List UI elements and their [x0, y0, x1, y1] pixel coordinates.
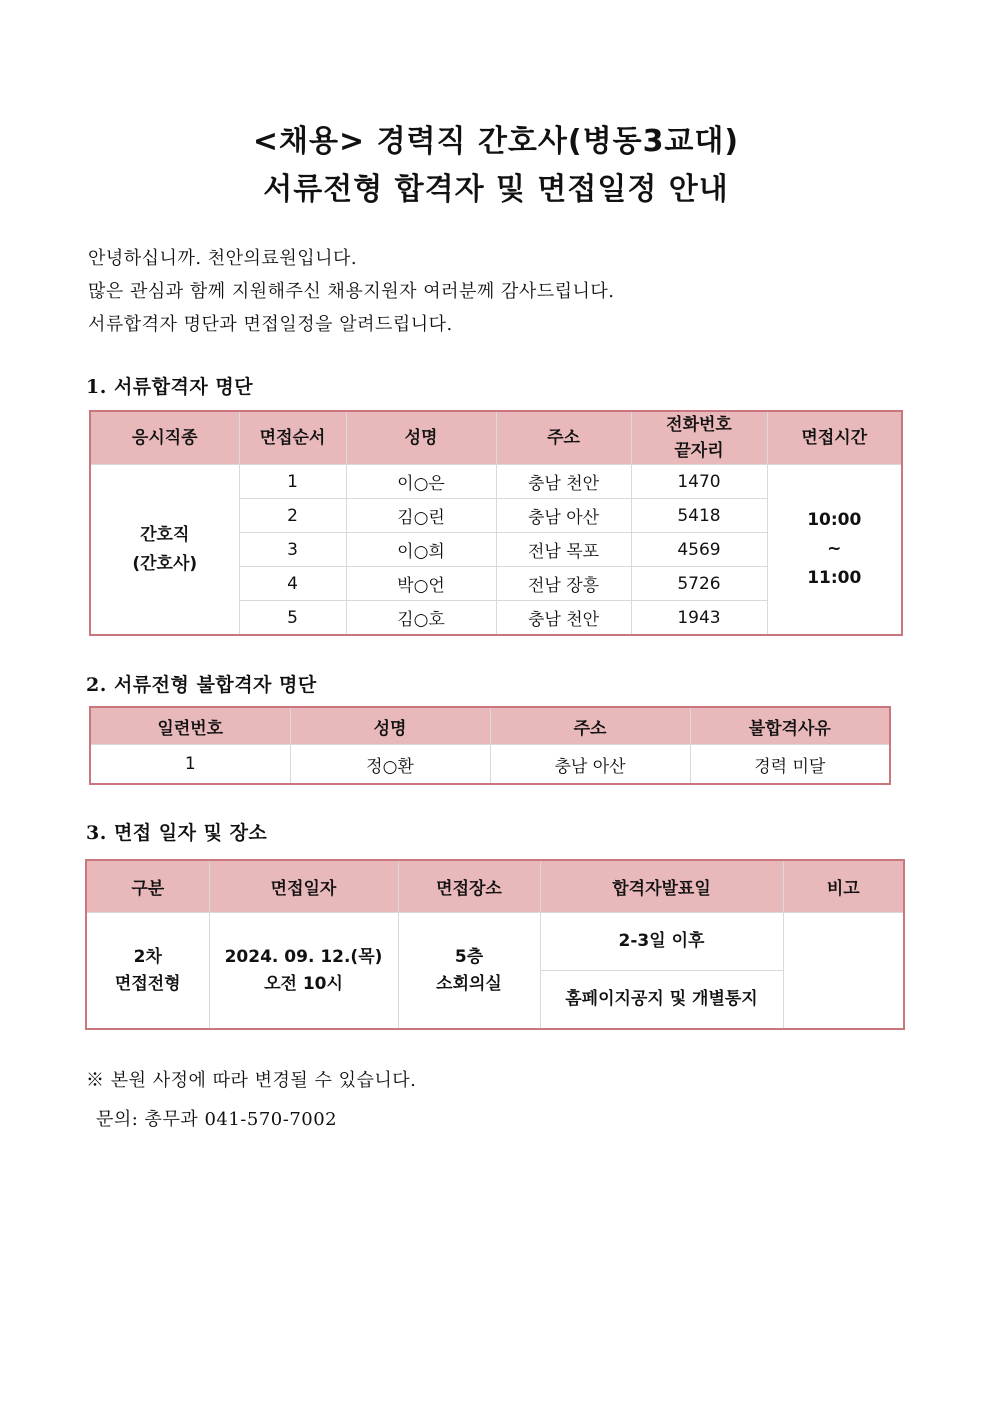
header-date: 면접일자: [209, 860, 398, 913]
intro-line-2: 많은 관심과 함께 지원해주신 채용지원자 여러분께 감사드립니다.: [88, 281, 615, 302]
order-cell: 2: [239, 499, 346, 533]
header-place: 면접장소: [398, 860, 540, 913]
header-address: 주소: [490, 707, 690, 745]
phone-cell: 5418: [631, 499, 767, 533]
header-category: 구분: [86, 860, 209, 913]
header-announce: 합격자발표일: [540, 860, 783, 913]
name-cell: 정○환: [290, 745, 490, 785]
table-row: [86, 913, 904, 971]
header-time: 면접시간: [767, 411, 902, 465]
phone-cell: 1943: [631, 601, 767, 636]
title-line-1: <채용> 경력직 간호사(병동3교대): [252, 124, 740, 159]
section-2-heading: 2. 서류전형 불합격자 명단: [86, 674, 317, 696]
place-cell: [398, 913, 540, 1030]
name-cell: 이○은: [346, 465, 496, 499]
address-cell: 충남 아산: [490, 745, 690, 785]
order-cell: 4: [239, 567, 346, 601]
table-header-row: [90, 411, 902, 465]
footer-note: ※ 본원 사정에 따라 변경될 수 있습니다.: [86, 1070, 417, 1091]
reason-cell: 경력 미달: [690, 745, 890, 785]
table-header-row: [86, 860, 904, 913]
rejected-applicants-table: [89, 706, 891, 785]
date-cell: [209, 913, 398, 1030]
remark-cell: [783, 913, 904, 1030]
header-serial: 일련번호: [90, 707, 290, 745]
category-line-2: 면접전형: [114, 973, 181, 994]
title-line-2: 서류전형 합격자 및 면접일정 안내: [263, 172, 729, 207]
order-cell: 5: [239, 601, 346, 636]
serial-cell: 1: [90, 745, 290, 785]
time-separator: ~: [827, 539, 842, 559]
address-cell: 충남 천안: [496, 601, 631, 636]
job-line-2: (간호사): [132, 553, 198, 574]
address-cell: 전남 목포: [496, 533, 631, 567]
header-remark: 비고: [783, 860, 904, 913]
job-line-1: 간호직: [140, 524, 190, 545]
place-line-1: 5층: [454, 946, 484, 967]
place-line-2: 소회의실: [436, 973, 502, 994]
intro-line-1: 안녕하십니까. 천안의료원입니다.: [88, 248, 358, 269]
header-name: 성명: [346, 411, 496, 465]
header-phone-line-2: 끝자리: [674, 441, 724, 461]
name-cell: 김○린: [346, 499, 496, 533]
address-cell: 전남 장흥: [496, 567, 631, 601]
section-1-heading: 1. 서류합격자 명단: [86, 376, 254, 398]
category-line-1: 2차: [133, 946, 162, 967]
date-line-2: 오전 10시: [264, 973, 343, 994]
time-end: 11:00: [807, 568, 862, 588]
table-row: [90, 465, 902, 499]
header-phone: [631, 411, 767, 465]
interview-schedule-table: [85, 859, 905, 1030]
header-phone-line-1: 전화번호: [666, 415, 732, 435]
order-cell: 1: [239, 465, 346, 499]
date-line-1: 2024. 09. 12.(목): [224, 946, 383, 967]
header-name: 성명: [290, 707, 490, 745]
table-row: [90, 745, 890, 785]
passed-applicants-table: [89, 410, 903, 636]
name-cell: 박○언: [346, 567, 496, 601]
time-cell: [767, 465, 902, 636]
name-cell: 이○희: [346, 533, 496, 567]
section-3-heading: 3. 면접 일자 및 장소: [86, 822, 268, 844]
footer-contact: 문의: 총무과 041-570-7002: [96, 1109, 338, 1130]
header-reason: 불합격사유: [690, 707, 890, 745]
phone-cell: 4569: [631, 533, 767, 567]
announce-cell-2: 홈페이지공지 및 개별통지: [540, 971, 783, 1030]
table-header-row: [90, 707, 890, 745]
category-cell: [86, 913, 209, 1030]
header-order: 면접순서: [239, 411, 346, 465]
phone-cell: 5726: [631, 567, 767, 601]
job-cell: [90, 465, 239, 636]
phone-cell: 1470: [631, 465, 767, 499]
address-cell: 충남 아산: [496, 499, 631, 533]
order-cell: 3: [239, 533, 346, 567]
header-job: 응시직종: [90, 411, 239, 465]
name-cell: 김○호: [346, 601, 496, 636]
intro-line-3: 서류합격자 명단과 면접일정을 알려드립니다.: [88, 314, 453, 335]
time-start: 10:00: [807, 510, 862, 530]
announce-cell-1: 2-3일 이후: [540, 913, 783, 971]
header-address: 주소: [496, 411, 631, 465]
address-cell: 충남 천안: [496, 465, 631, 499]
